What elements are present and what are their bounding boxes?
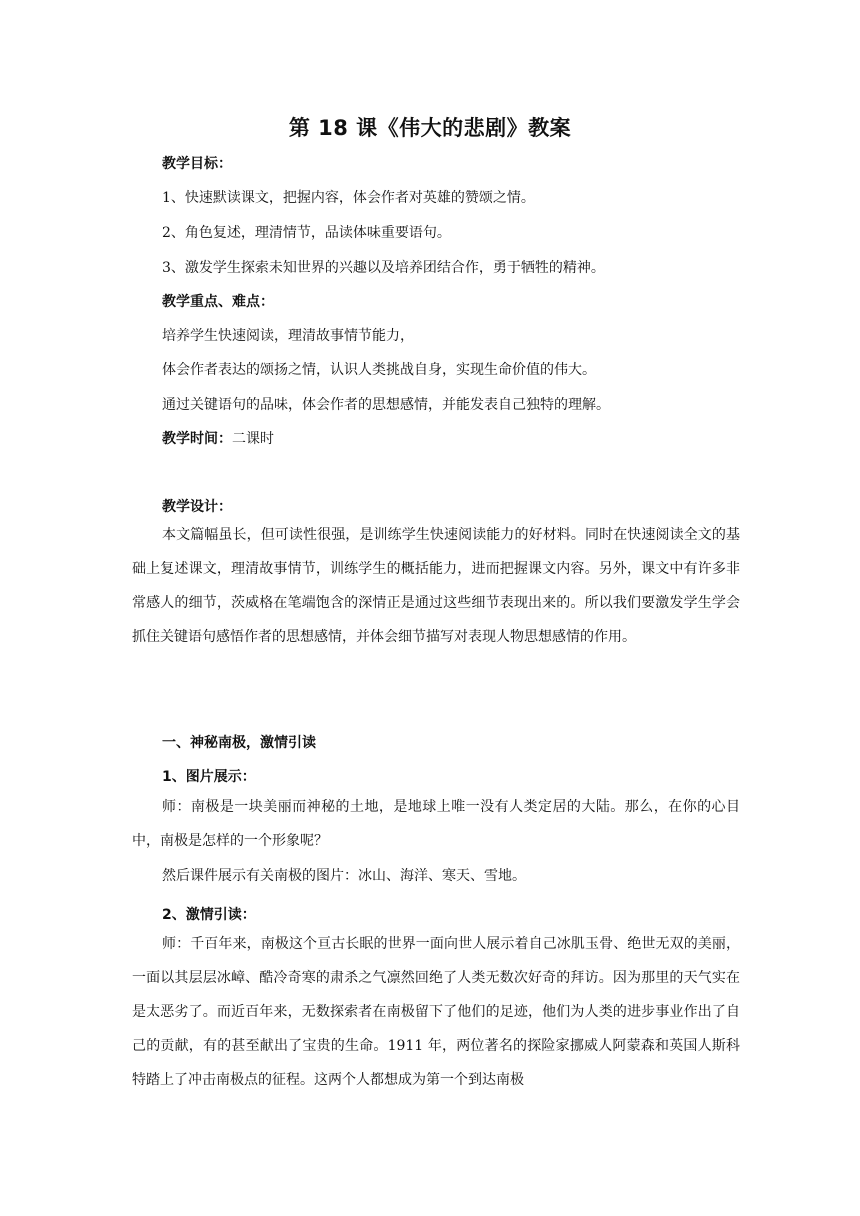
document-title: 第 18 课《伟大的悲剧》教案 xyxy=(288,116,572,140)
section1-sub1-paragraph-2: 然后课件展示有关南极的图片：冰山、海洋、寒天、雪地。 xyxy=(162,868,526,884)
key-point-item-2: 体会作者表达的颂扬之情，认识人类挑战自身，实现生命价值的伟大。 xyxy=(162,362,596,378)
design-heading: 教学设计： xyxy=(162,499,232,515)
design-paragraph: 本文篇幅虽长，但可读性很强，是训练学生快速阅读能力的好材料。同时在快速阅读全文的基础上复述课文，理清故事情节，训练学生的概括能力，进而把握课文内容。另外，课文中有许多非常感人的细节，茨威格在笔端饱含的深情正是通过这些细节表现出来的。所以我们要激发学生学会抓住关键语句感悟作者的思想感情，并体会细节描写对表现人物思想感情的作用。 xyxy=(132,527,740,645)
objective-item-3: 3、激发学生探索未知世界的兴趣以及培养团结合作，勇于牺牲的精神。 xyxy=(162,260,605,276)
section1-sub2-paragraph: 师：千百年来，南极这个亘古长眠的世界一面向世人展示着自己冰肌玉骨、绝世无双的美丽，一面以其层层冰嶂、酷冷奇寒的肃杀之气凛然回绝了人类无数次好奇的拜访。因为那里的天气实在是太恶劣了。而近百年来，无数探索者在南极留下了他们的足迹，他们为人类的进步事业作出了自己的贡献，有的甚至献出了宝贵的生命。1911 年，两位著名的探险家挪威人阿蒙森和英国人斯科特踏上了冲击南极点的征程。这两个人都想成为第一个到达南极 xyxy=(132,936,740,1088)
key-point-item-3: 通过关键语句的品味，体会作者的思想感情，并能发表自己独特的理解。 xyxy=(162,397,610,413)
section1-sub1-heading: 1、图片展示： xyxy=(162,769,256,785)
section1-sub1-paragraph-1: 师：南极是一块美丽而神秘的土地，是地球上唯一没有人类定居的大陆。那么，在你的心目中，南极是怎样的一个形象呢？ xyxy=(132,799,740,849)
key-points-heading: 教学重点、难点： xyxy=(162,294,274,310)
key-point-item-1: 培养学生快速阅读，理清故事情节能力， xyxy=(162,328,414,344)
teaching-time-heading: 教学时间： xyxy=(162,431,232,447)
teaching-time xyxy=(162,429,274,449)
objective-item-2: 2、角色复述，理清情节，品读体味重要语句。 xyxy=(162,225,451,241)
objective-item-1: 1、快速默读课文，把握内容，体会作者对英雄的赞颂之情。 xyxy=(162,190,535,206)
objectives-heading: 教学目标： xyxy=(162,156,232,172)
section1-sub2-heading: 2、激情引读： xyxy=(162,907,256,923)
section1-heading: 一、神秘南极，激情引读 xyxy=(162,735,316,751)
teaching-time-value: 二课时 xyxy=(232,431,274,447)
